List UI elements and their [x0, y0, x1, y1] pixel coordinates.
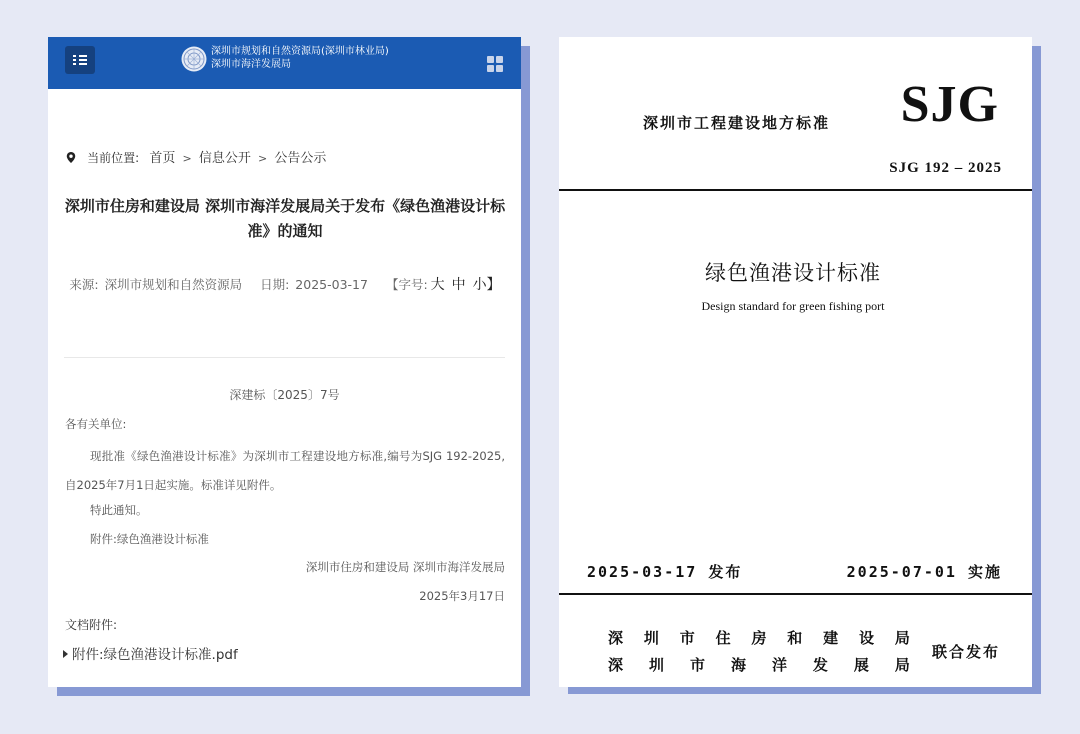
- font-size-medium-button[interactable]: 中: [451, 277, 466, 293]
- breadcrumb-announcements[interactable]: 公告公示: [274, 151, 327, 166]
- impl-word: 实施: [967, 563, 1002, 581]
- issue-date: [587, 561, 742, 582]
- issuer-char: 和: [787, 629, 803, 647]
- font-size-small-button[interactable]: 小: [472, 277, 487, 293]
- issuer-char: 房: [751, 629, 767, 647]
- site-name[interactable]: 深圳市规划和自然资源局(深圳市林业局) 深圳市海洋发展局: [211, 46, 389, 70]
- breadcrumb-separator: >: [258, 152, 268, 165]
- issuer-char: 局: [894, 656, 910, 674]
- breadcrumb-home[interactable]: 首页: [149, 151, 176, 166]
- sign-date: 2025年3月17日: [419, 589, 505, 603]
- issuer-char: 圳: [643, 629, 659, 647]
- notice-card: [48, 37, 521, 687]
- breadcrumb-info-public[interactable]: 信息公开: [198, 151, 251, 166]
- site-header: [48, 37, 521, 89]
- issuer-char: 深: [608, 629, 624, 647]
- issue-word: 发布: [708, 563, 743, 581]
- font-size-large-button[interactable]: 大: [430, 277, 445, 293]
- breadcrumb-label: 当前位置:: [87, 151, 140, 165]
- attachment-note: 附件:绿色渔港设计标准: [90, 532, 209, 546]
- article-meta: [64, 270, 506, 300]
- issuer-char: 建: [823, 629, 839, 647]
- issuer-char: 深: [608, 656, 624, 674]
- issuer-line-1: [608, 627, 910, 648]
- source-value: 深圳市规划和自然资源局: [104, 277, 243, 292]
- attachments-heading: 文档附件:: [65, 618, 118, 632]
- location-pin-icon: [65, 152, 77, 163]
- issuer-char: 市: [679, 629, 695, 647]
- closing-text: 特此通知。: [90, 503, 148, 517]
- issuer-char: 市: [689, 656, 705, 674]
- font-size-close: 】: [486, 277, 501, 293]
- standard-code: SJG 192 – 2025: [889, 160, 1002, 176]
- standard-title-en: Design standard for green fishing port: [701, 299, 885, 313]
- date-label: 日期:: [260, 277, 290, 292]
- top-rule: [559, 189, 1032, 191]
- date-value: 2025-03-17: [295, 277, 368, 292]
- issuer-char: 发: [812, 656, 828, 674]
- standard-title-cn: 绿色渔港设计标准: [705, 261, 881, 285]
- emblem-icon: [181, 46, 207, 72]
- document-number: 深建标〔2025〕7号: [229, 388, 340, 402]
- main-text: 现批准《绿色渔港设计标准》为深圳市工程建设地方标准,编号为SJG 192-2025,自2025年7月1日起实施。标准详见附件。: [65, 449, 505, 492]
- implementation-date: [847, 561, 1002, 582]
- issuer-char: 圳: [648, 656, 664, 674]
- article-title: 深圳市住房和建设局 深圳市海洋发展局关于发布《绿色渔港设计标准》的通知: [64, 197, 506, 240]
- divider: [64, 357, 505, 358]
- issuer-char: 展: [853, 656, 869, 674]
- issuer-char: 设: [859, 629, 875, 647]
- standard-cover: [559, 37, 1032, 687]
- grid-icon[interactable]: [487, 56, 504, 73]
- impl-date-value: 2025-07-01: [846, 563, 957, 581]
- triangle-right-icon: [63, 650, 68, 658]
- issuer-char: 海: [730, 656, 746, 674]
- breadcrumb-separator: >: [182, 152, 192, 165]
- breadcrumb: [65, 147, 326, 166]
- signature: 深圳市住房和建设局 深圳市海洋发展局: [305, 560, 505, 574]
- source-label: 来源:: [69, 277, 99, 292]
- issuer-char: 住: [715, 629, 731, 647]
- font-size-label: 【字号:: [385, 277, 428, 292]
- attachment-link-text[interactable]: 附件:绿色渔港设计标准.pdf: [72, 647, 238, 663]
- salutation: 各有关单位:: [65, 417, 127, 431]
- issuer-line-2: [608, 654, 910, 675]
- standard-type: 深圳市工程建设地方标准: [643, 114, 831, 132]
- issuer-char: 局: [894, 629, 910, 647]
- joint-issue-label: 联合发布: [932, 643, 1001, 661]
- attachment-link[interactable]: [63, 643, 238, 663]
- issuer-char: 洋: [771, 656, 787, 674]
- sjg-logo: SJG: [900, 76, 999, 133]
- issue-date-value: 2025-03-17: [587, 563, 698, 581]
- bottom-rule: [559, 593, 1032, 595]
- list-icon[interactable]: [65, 46, 95, 74]
